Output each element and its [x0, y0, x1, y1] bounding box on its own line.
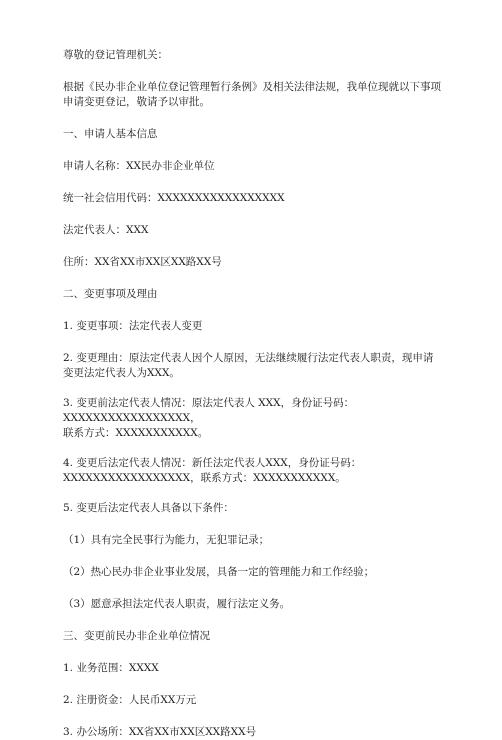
list-item: 2. 注册资金：人民币XX万元 [63, 694, 197, 706]
list-item: 1. 变更事项：法定代表人变更 [63, 320, 203, 332]
list-item: 3. 变更前法定代表人情况：原法定代表人 XXX，身份证号码：XXXXXXXXXXXXXXXXX， 联系方式：XXXXXXXXXXX。 [63, 397, 355, 439]
list-item: （3）愿意承担法定代表人职责，履行法定义务。 [63, 598, 291, 610]
list-item: 法定代表人：XXX [63, 224, 149, 236]
list-item: 2. 变更理由：原法定代表人因个人原因，无法继续履行法定代表人职责，现申请 变更法定代表人为XXX。 [63, 352, 434, 379]
salutation: 尊敬的登记管理机关： [63, 49, 168, 61]
list-item: 住所：XX省XX市XX区XX路XX号 [63, 256, 222, 268]
section-heading: 三、变更前民办非企业单位情况 [63, 630, 210, 642]
intro-paragraph: 根据《民办非企业单位登记管理暂行条例》及相关法律法规，我单位现就以下事项 申请变更登记，敬请予以审批。 [63, 81, 441, 108]
list-item: 统一社会信用代码：XXXXXXXXXXXXXXXXX [63, 192, 285, 204]
list-item: 5. 变更后法定代表人具备以下条件： [63, 502, 234, 514]
list-item: （2）热心民办非企业事业发展，具备一定的管理能力和工作经验； [63, 566, 375, 578]
list-item: 1. 业务范围：XXXX [63, 662, 159, 674]
list-item: （1）具有完全民事行为能力，无犯罪记录； [63, 534, 270, 546]
document-body [63, 48, 453, 740]
list-item: 申请人名称：XX民办非企业单位 [63, 160, 215, 172]
list-item: 3. 办公场所：XX省XX市XX区XX路XX号 [63, 726, 257, 738]
list-item: 4. 变更后法定代表人情况：新任法定代表人XXX，身份证号码： XXXXXXXXXXXXXXXXX，联系方式：XXXXXXXXXXX。 [63, 457, 362, 484]
section-heading: 二、变更事项及理由 [63, 288, 158, 300]
section-heading: 一、申请人基本信息 [63, 128, 158, 140]
